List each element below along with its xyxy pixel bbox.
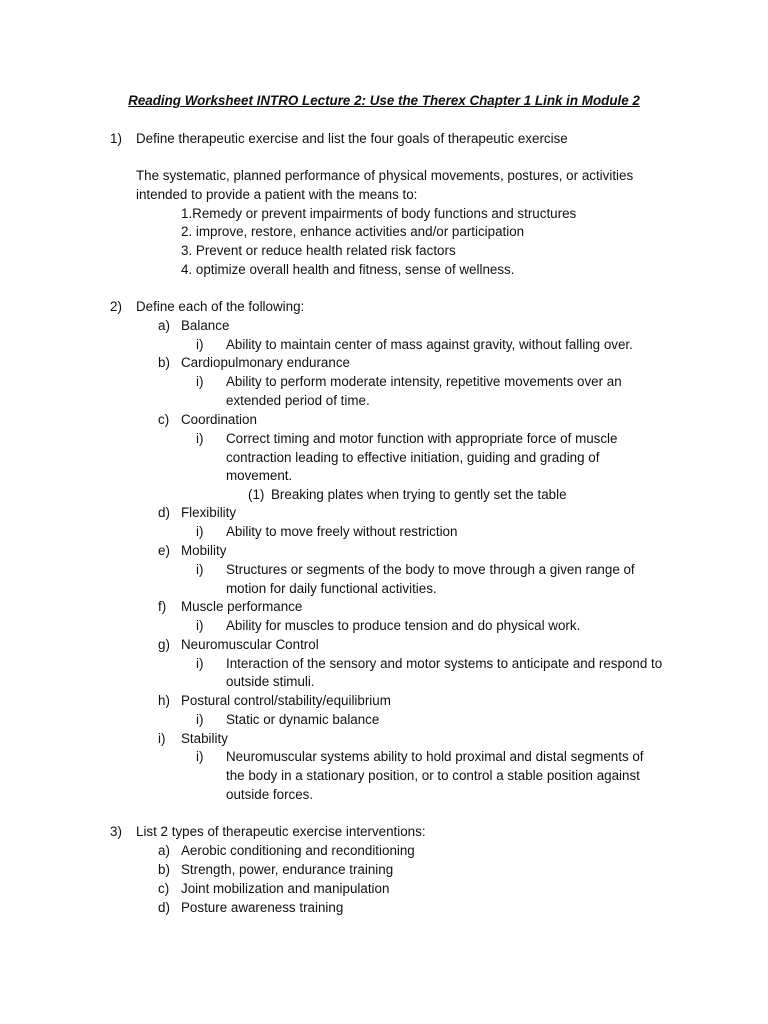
term-label: Balance [181, 318, 230, 333]
term-label: Mobility [181, 543, 227, 558]
question-2-number: 2) [110, 299, 122, 314]
definition-line: Neuromuscular systems ability to hold proximal and distal segments of [226, 749, 644, 764]
definition-line: contraction leading to effective initiation, guiding and grading of [226, 450, 600, 465]
term-letter: c) [158, 412, 170, 427]
question-1-answer-line: The systematic, planned performance of physical movements, postures, or activities [136, 168, 634, 183]
definition-line: extended period of time. [226, 393, 370, 408]
intervention-item: Strength, power, endurance training [181, 862, 394, 877]
definition-line: Ability for muscles to produce tension and do physical work. [226, 618, 581, 633]
definition-line: motion for daily functional activities. [226, 581, 437, 596]
question-1-answer-line: intended to provide a patient with the means to: [136, 187, 418, 202]
intervention-letter: c) [158, 881, 170, 896]
intervention-letter: d) [158, 900, 170, 915]
definition-marker: i) [196, 656, 204, 671]
page-title: Reading Worksheet INTRO Lecture 2: Use the Therex Chapter 1 Link in Module 2 [128, 93, 640, 108]
intervention-item: Aerobic conditioning and reconditioning [181, 843, 415, 858]
term-label: Postural control/stability/equilibrium [181, 693, 391, 708]
term-letter: d) [158, 505, 170, 520]
definition-marker: i) [196, 524, 204, 539]
term-label: Stability [181, 731, 228, 746]
definition-marker: i) [196, 749, 204, 764]
term-letter: i) [158, 731, 166, 746]
definition-marker: i) [196, 431, 204, 446]
term-label: Neuromuscular Control [181, 637, 319, 652]
definition-marker: i) [196, 712, 204, 727]
intervention-letter: a) [158, 843, 170, 858]
question-1-prompt: Define therapeutic exercise and list the four goals of therapeutic exercise [136, 131, 568, 146]
definition-line: Ability to maintain center of mass against gravity, without falling over. [226, 337, 633, 352]
definition-line: Static or dynamic balance [226, 712, 380, 727]
question-3-prompt: List 2 types of therapeutic exercise interventions: [136, 824, 426, 839]
term-letter: b) [158, 355, 170, 370]
example-marker: (1) [248, 487, 265, 502]
definition-line: Ability to perform moderate intensity, repetitive movements over an [226, 374, 622, 389]
term-letter: a) [158, 318, 170, 333]
definition-marker: i) [196, 374, 204, 389]
intervention-item: Joint mobilization and manipulation [181, 881, 390, 896]
definition-line: outside forces. [226, 787, 314, 802]
goal-item: 3. Prevent or reduce health related risk factors [181, 243, 456, 258]
intervention-letter: b) [158, 862, 170, 877]
term-letter: f) [158, 599, 167, 614]
question-3-number: 3) [110, 824, 122, 839]
definition-line: Ability to move freely without restriction [226, 524, 458, 539]
definition-line: Correct timing and motor function with appropriate force of muscle [226, 431, 618, 446]
definition-marker: i) [196, 337, 204, 352]
term-letter: g) [158, 637, 170, 652]
definition-line: outside stimuli. [226, 674, 315, 689]
definition-marker: i) [196, 562, 204, 577]
goal-item: 1.Remedy or prevent impairments of body functions and structures [181, 206, 577, 221]
definition-line: Interaction of the sensory and motor systems to anticipate and respond to [226, 656, 663, 671]
definition-marker: i) [196, 618, 204, 633]
question-1-number: 1) [110, 131, 122, 146]
goal-item: 4. optimize overall health and fitness, sense of wellness. [181, 262, 515, 277]
term-letter: e) [158, 543, 170, 558]
intervention-item: Posture awareness training [181, 900, 344, 915]
question-2-prompt: Define each of the following: [136, 299, 305, 314]
term-label: Muscle performance [181, 599, 303, 614]
example-text: Breaking plates when trying to gently set the table [271, 487, 567, 502]
term-label: Coordination [181, 412, 257, 427]
goal-item: 2. improve, restore, enhance activities and/or participation [181, 224, 525, 239]
definition-line: the body in a stationary position, or to control a stable position against [226, 768, 640, 783]
term-letter: h) [158, 693, 170, 708]
term-label: Cardiopulmonary endurance [181, 355, 350, 370]
term-label: Flexibility [181, 505, 237, 520]
definition-line: movement. [226, 468, 293, 483]
definition-line: Structures or segments of the body to move through a given range of [226, 562, 635, 577]
